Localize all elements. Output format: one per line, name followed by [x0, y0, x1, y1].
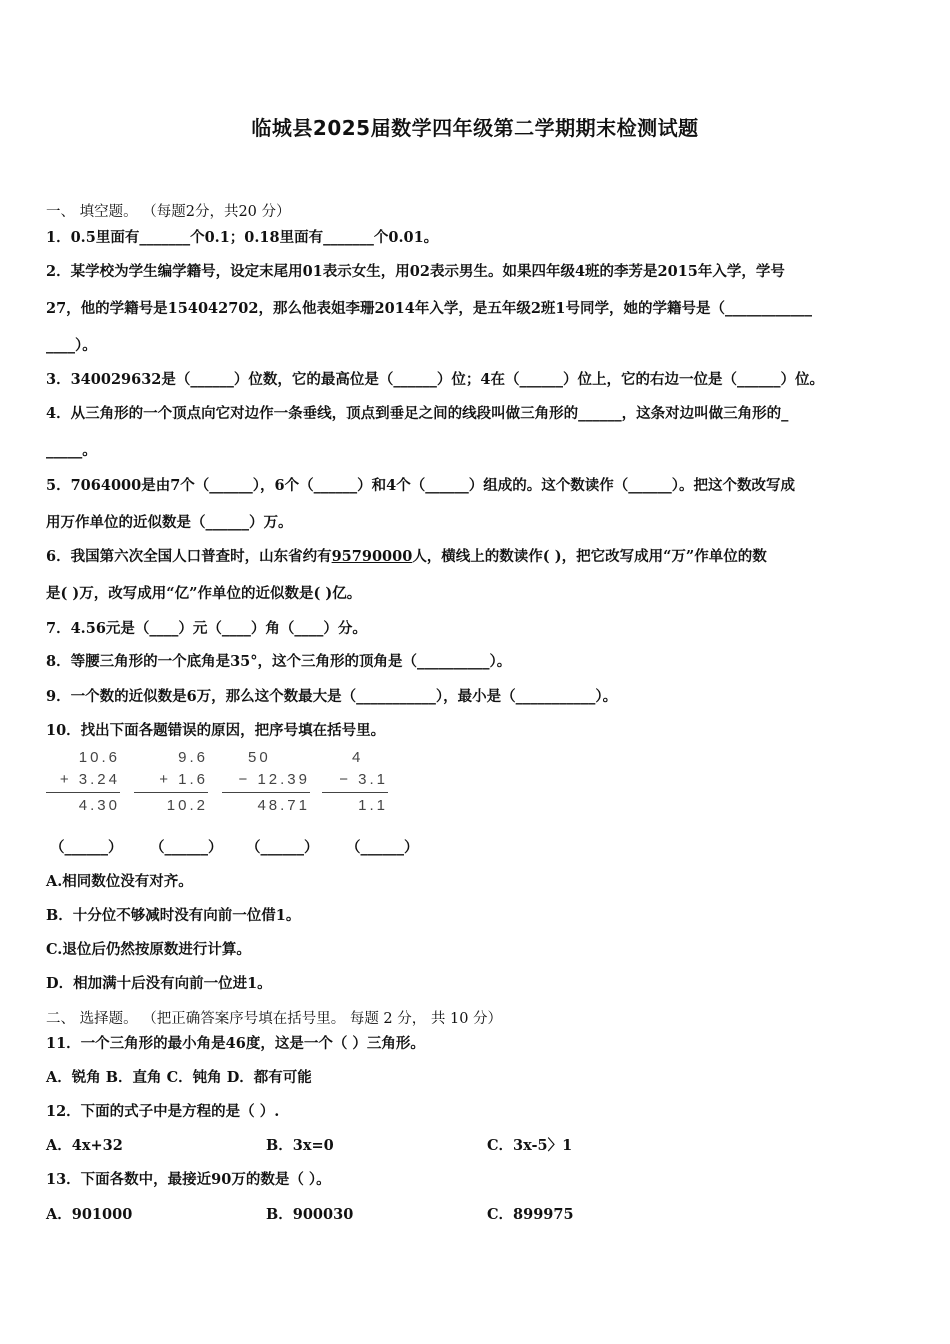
question-8: 8．等腰三角形的一个底角是35°，这个三角形的顶角是（__________）。 [46, 653, 512, 670]
answer-paren-4: （______） [346, 839, 419, 856]
question-12-option-a: A．4x+32 [46, 1137, 123, 1154]
calc-2-op: + 1.6 [159, 771, 208, 788]
calc-3-top: 50 [248, 749, 271, 766]
section-1-heading: 一、 填空题。 （每题2分，共20 分） [46, 204, 291, 220]
question-12: 12．下面的式子中是方程的是（ ）. [46, 1103, 280, 1120]
calc-2-result: 10.2 [166, 797, 208, 814]
calc-1 [46, 747, 120, 817]
question-2-line-1: 2．某学校为学生编学籍号，设定末尾用01表示女生，用02表示男生。如果四年级4班的李芳是2015年入学，学号 [46, 263, 785, 280]
calc-3-rule [222, 792, 310, 793]
calc-1-top: 10.6 [78, 749, 120, 766]
question-13-option-a: A．901000 [46, 1206, 133, 1223]
answer-paren-1: （______） [50, 839, 123, 856]
calc-2-rule [134, 792, 208, 793]
question-12-option-c: C．3x-5〉1 [487, 1137, 573, 1154]
question-6-prefix: 6．我国第六次全国人口普查时，山东省约有 [46, 548, 332, 565]
question-7: 7．4.56元是（____）元（____）角（____）分。 [46, 620, 367, 637]
calc-2-top: 9.6 [178, 749, 208, 766]
calc-4-result: 1.1 [358, 797, 388, 814]
reason-d: D．相加满十后没有向前一位进1。 [46, 975, 272, 992]
answer-paren-3: （______） [246, 839, 319, 856]
question-10: 10．找出下面各题错误的原因，把序号填在括号里。 [46, 722, 386, 739]
calc-3-result: 48.71 [257, 797, 310, 814]
calc-4 [322, 747, 388, 817]
reason-b: B．十分位不够减时没有向前一位借1。 [46, 907, 301, 924]
question-13-option-c: C．899975 [487, 1206, 574, 1223]
question-9: 9．一个数的近似数是6万，那么这个数最大是（___________），最小是（___________）。 [46, 688, 618, 705]
reason-c: C.退位后仍然按原数进行计算。 [46, 941, 251, 958]
question-1: 1．0.5里面有_______个0.1；0.18里面有_______个0.01。 [46, 229, 439, 246]
reason-a: A.相同数位没有对齐。 [46, 873, 193, 890]
population-number: 95790000 [331, 548, 413, 565]
section-2-heading: 二、 选择题。 （把正确答案序号填在括号里。 每题 2 分， 共 10 分） [46, 1011, 503, 1027]
calc-1-op: + 3.24 [59, 771, 120, 788]
question-13-option-b: B．900030 [266, 1206, 354, 1223]
question-11-options: A．锐角 B．直角 C．钝角 D．都有可能 [46, 1069, 312, 1086]
calc-3 [222, 747, 310, 817]
page-title: 临城县2025届数学四年级第二学期期末检测试题 [251, 116, 699, 140]
question-6-line-2: 是( )万，改写成用“亿”作单位的近似数是( )亿。 [46, 585, 362, 602]
question-6-suffix: 人，横线上的数读作( )，把它改写成用“万”作单位的数 [412, 548, 767, 565]
question-4-line-2: _____。 [46, 442, 97, 459]
question-5-line-2: 用万作单位的近似数是（______）万。 [46, 514, 293, 531]
question-2-line-3: ____）。 [46, 337, 97, 354]
calc-4-rule [322, 792, 388, 793]
calc-4-top: 4 [352, 749, 364, 766]
calc-1-result: 4.30 [78, 797, 120, 814]
question-5-line-1: 5．7064000是由7个（______），6个（______）和4个（______）组成的。这个数读作（______）。把这个数改写成 [46, 477, 795, 494]
question-11: 11．一个三角形的最小角是46度，这是一个（ ）三角形。 [46, 1035, 425, 1052]
question-13: 13．下面各数中，最接近90万的数是（ ）。 [46, 1171, 331, 1188]
answer-paren-2: （______） [150, 839, 223, 856]
calc-2 [134, 747, 208, 817]
calc-1-rule [46, 792, 120, 793]
question-2-line-2: 27，他的学籍号是154042702，那么他表姐李珊2014年入学，是五年级2班1号同学，她的学籍号是（____________ [46, 300, 813, 317]
calc-4-op: − 3.1 [339, 771, 388, 788]
calc-3-op: − 12.39 [238, 771, 310, 788]
question-12-option-b: B．3x=0 [266, 1137, 334, 1154]
question-4-line-1: 4．从三角形的一个顶点向它对边作一条垂线，顶点到垂足之间的线段叫做三角形的______，这条对边叫做三角形的_ [46, 405, 789, 422]
question-3: 3．340029632是（______）位数，它的最高位是（______）位；4在（______）位上，它的右边一位是（______）位。 [46, 371, 824, 388]
question-6-line-1 [46, 547, 767, 567]
